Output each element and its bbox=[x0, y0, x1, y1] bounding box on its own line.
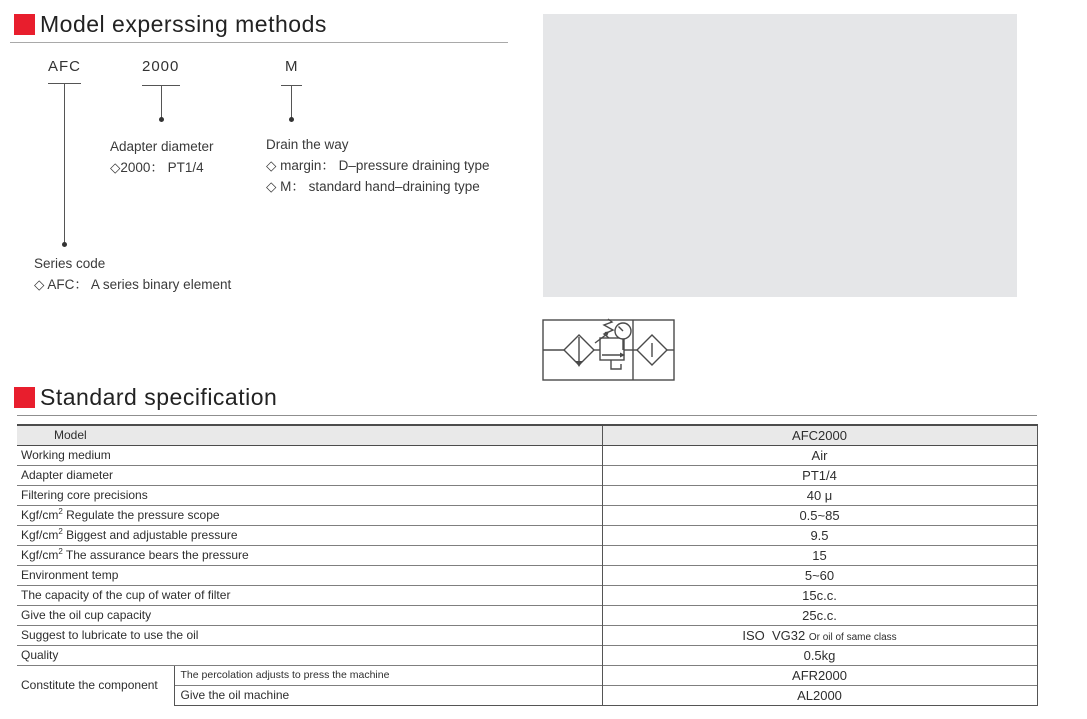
table-row bbox=[17, 645, 1037, 665]
specification-table bbox=[17, 424, 1038, 706]
row-label: The capacity of the cup of water of filter bbox=[17, 585, 602, 605]
row-label: Filtering core precisions bbox=[17, 485, 602, 505]
drain-item-2: ◇ M： standard hand–draining type bbox=[266, 179, 480, 194]
row-value: 25c.c. bbox=[602, 605, 1037, 625]
row-value: 9.5 bbox=[602, 525, 1037, 545]
frl-circuit-symbol bbox=[541, 314, 678, 384]
row-value: 15 bbox=[602, 545, 1037, 565]
series-leader-line bbox=[64, 83, 65, 244]
header-label-cell: Model bbox=[17, 425, 602, 445]
series-leader-dot bbox=[62, 242, 67, 247]
spec-section-header bbox=[14, 384, 277, 411]
adapter-item: ◇2000： PT1/4 bbox=[110, 160, 204, 175]
adapter-heading: Adapter diameter bbox=[110, 139, 214, 154]
table-row bbox=[17, 625, 1037, 645]
row-value: 15c.c. bbox=[602, 585, 1037, 605]
table-row bbox=[17, 445, 1037, 465]
component-label: Constitute the component bbox=[17, 665, 174, 705]
table-row bbox=[17, 485, 1037, 505]
row-label: Kgf/$cm^2$ Biggest and adjustable pressure bbox=[17, 525, 602, 545]
table-row bbox=[17, 465, 1037, 485]
spec-section-title: Standard specification bbox=[40, 384, 278, 410]
table-row bbox=[17, 525, 1037, 545]
code-drain: M bbox=[285, 58, 299, 75]
table-header-row bbox=[17, 425, 1037, 445]
row-value: PT1/4 bbox=[602, 465, 1037, 485]
diameter-leader-dot bbox=[159, 117, 164, 122]
row-value: 5~60 bbox=[602, 565, 1037, 585]
table-row bbox=[17, 565, 1037, 585]
row-value: 0.5~85 bbox=[602, 505, 1037, 525]
row-label: Adapter diameter bbox=[17, 465, 602, 485]
row-label: Suggest to lubricate to use the oil bbox=[17, 625, 602, 645]
row-label: Kgf/$cm^2$ Regulate the pressure scope bbox=[17, 505, 602, 525]
row-label: Give the oil cup capacity bbox=[17, 605, 602, 625]
drain-leader-line bbox=[291, 85, 292, 118]
regulator-spring bbox=[604, 319, 613, 338]
row-label: Quality bbox=[17, 645, 602, 665]
diameter-leader-line bbox=[161, 85, 162, 118]
row-value: 40 μ bbox=[602, 485, 1037, 505]
series-heading: Series code bbox=[34, 256, 106, 271]
product-photo bbox=[543, 14, 1017, 297]
code-series: AFC bbox=[48, 58, 81, 75]
model-section-underline bbox=[10, 42, 508, 43]
table-row bbox=[17, 605, 1037, 625]
filter-drain-triangle bbox=[576, 361, 583, 367]
row-label: Kgf/$cm^2$ The assurance bears the pressure bbox=[17, 545, 602, 565]
row-label: Working medium bbox=[17, 445, 602, 465]
table-row bbox=[17, 585, 1037, 605]
row-label: Environment temp bbox=[17, 565, 602, 585]
table-row bbox=[17, 505, 1037, 525]
section-marker-icon bbox=[14, 387, 35, 408]
series-item: ◇ AFC： A series binary element bbox=[34, 277, 232, 292]
drain-annotation bbox=[266, 134, 489, 197]
row-value: 0.5kg bbox=[602, 645, 1037, 665]
section-marker-icon bbox=[14, 14, 35, 35]
row-value: AL2000 bbox=[602, 685, 1037, 705]
drain-heading: Drain the way bbox=[266, 137, 349, 152]
row-value: AFR2000 bbox=[602, 665, 1037, 685]
model-section-title: Model experssing methods bbox=[40, 11, 327, 37]
component-sub-label: The percolation adjusts to press the machine bbox=[174, 665, 602, 685]
drain-item-1: ◇ margin： D–pressure draining type bbox=[266, 158, 490, 173]
series-annotation bbox=[34, 253, 231, 295]
spec-section-underline bbox=[17, 415, 1037, 416]
adapter-annotation bbox=[110, 136, 214, 178]
header-value-cell: AFC2000 bbox=[602, 425, 1037, 445]
code-diameter: 2000 bbox=[142, 58, 180, 75]
row-value: Air bbox=[602, 445, 1037, 465]
component-sub-label: Give the oil machine bbox=[174, 685, 602, 705]
model-section-header bbox=[14, 11, 327, 38]
drain-leader-dot bbox=[289, 117, 294, 122]
table-row bbox=[17, 665, 1037, 685]
row-value: ISO VG32 Or oil of same class bbox=[602, 625, 1037, 645]
table-row bbox=[17, 545, 1037, 565]
